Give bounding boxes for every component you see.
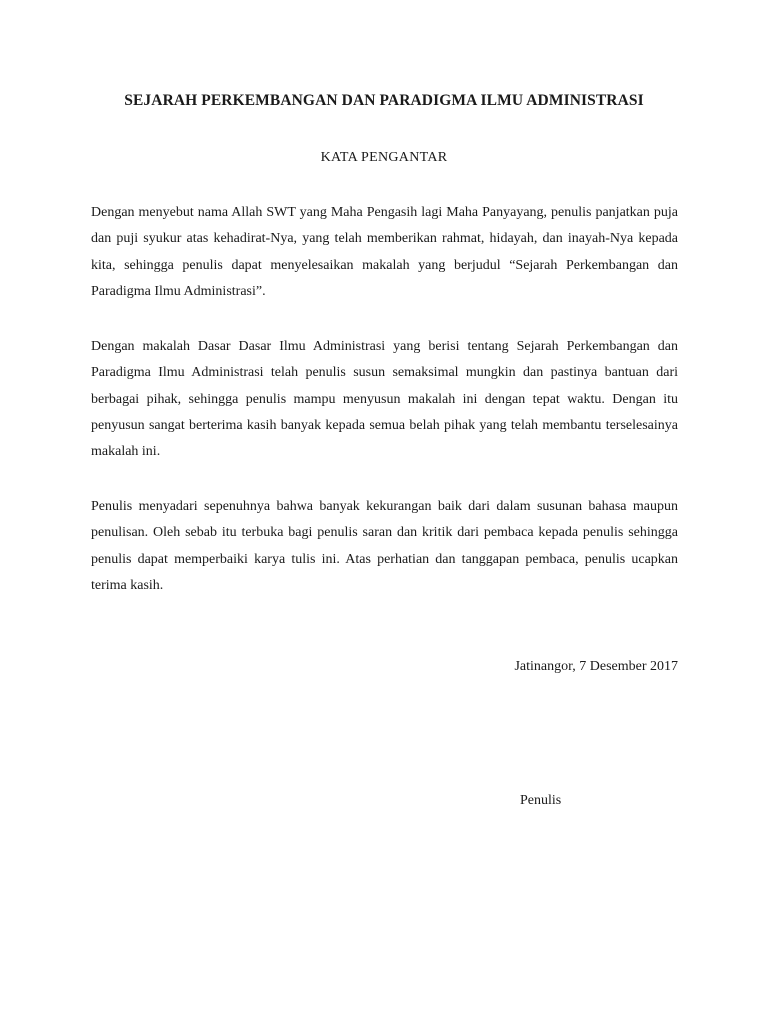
signature-label: Penulis	[520, 793, 562, 808]
place-date: Jatinangor, 7 Desember 2017	[514, 659, 678, 674]
paragraph-1: Dengan menyebut nama Allah SWT yang Maha Pengasih lagi Maha Panyayang, penulis panjatkan puja dan puji syukur atas kehadirat-Nya, yang telah memberikan rahmat, hidayah, dan inayah-Nya kepada kita, sehingga penulis dapat menyelesaikan makalah yang berjudul “Sejarah Perkembangan dan Paradigma Ilmu Administrasi”.	[91, 205, 678, 299]
paragraph-2: Dengan makalah Dasar Dasar Ilmu Administrasi yang berisi tentang Sejarah Perkembangan dan Paradigma Ilmu Administrasi telah penulis susun semaksimal mungkin dan pastinya bantuan dari berbagai pihak, sehingga penulis mampu menyusun makalah ini dengan tepat waktu. Dengan itu penyusun sangat berterima kasih banyak kepada semua belah pihak yang telah membantu terselesainya makalah ini.	[91, 339, 678, 460]
paragraph-3: Penulis menyadari sepenuhnya bahwa banyak kekurangan baik dari dalam susunan bahasa maupun penulisan. Oleh sebab itu terbuka bagi penulis saran dan kritik dari pembaca kepada penulis sehingga penulis dapat memperbaiki karya tulis ini. Atas perhatian dan tanggapan pembaca, penulis ucapkan terima kasih.	[91, 499, 678, 593]
document-title: SEJARAH PERKEMBANGAN DAN PARADIGMA ILMU ADMINISTRASI	[124, 92, 644, 109]
section-heading: KATA PENGANTAR	[320, 150, 448, 165]
